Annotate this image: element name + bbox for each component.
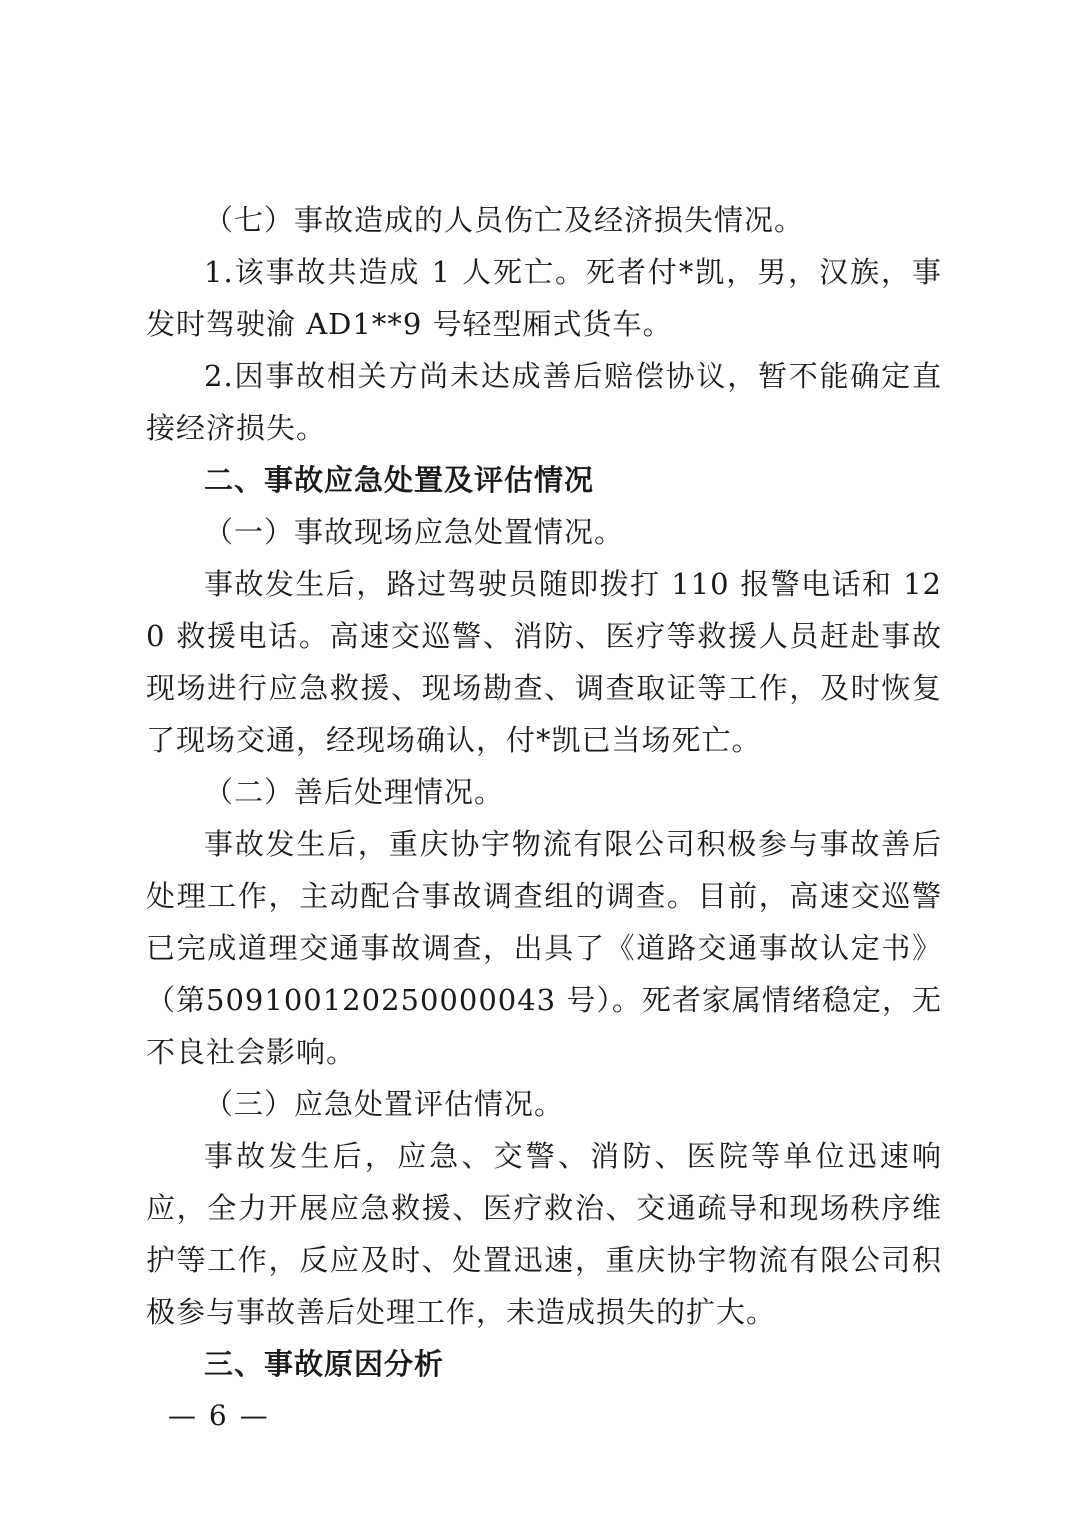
heading-emergency-response: 二、事故应急处置及评估情况 (204, 463, 595, 497)
onsite-response-paragraph: 事故发生后，路过驾驶员随即拨打 110 报警电话和 120 救援电话。高速交巡警、消防、医疗等救援人员赶赴事故现场进行应急救援、现场勘查、调查取证等工作，及时恢复了现场交通，经现场确认，付*凯已当场死亡。 (146, 567, 942, 757)
casualty-paragraph: 1.该事故共造成 1 人死亡。死者付*凯，男，汉族，事发时驾驶渝 AD1**9 号轻型厢式货车。 (146, 255, 942, 341)
economic-loss-paragraph: 2.因事故相关方尚未达成善后赔偿协议，暂不能确定直接经济损失。 (146, 359, 942, 445)
subsection-evaluation-title: （三）应急处置评估情况。 (204, 1087, 565, 1121)
evaluation-paragraph: 事故发生后，应急、交警、消防、医院等单位迅速响应，全力开展应急救援、医疗救治、交通疏导和现场秩序维护等工作，反应及时、处置迅速，重庆协宇物流有限公司积极参与事故善后处理工作，未造成损失的扩大。 (146, 1139, 942, 1329)
aftermath-paragraph: 事故发生后，重庆协宇物流有限公司积极参与事故善后处理工作，主动配合事故调查组的调查。目前，高速交巡警已完成道理交通事故调查，出具了《道路交通事故认定书》（第509100120250000043 号）。死者家属情绪稳定，无不良社会影响。 (146, 827, 942, 1069)
heading-cause-analysis: 三、事故原因分析 (204, 1347, 445, 1381)
page-number: — 6 — (168, 1399, 270, 1432)
subsection-aftermath-title: （二）善后处理情况。 (204, 775, 505, 809)
subsection-onsite-response-title: （一）事故现场应急处置情况。 (204, 515, 625, 549)
document-body (146, 194, 942, 1390)
section-seven-title: （七）事故造成的人员伤亡及经济损失情况。 (204, 203, 805, 237)
